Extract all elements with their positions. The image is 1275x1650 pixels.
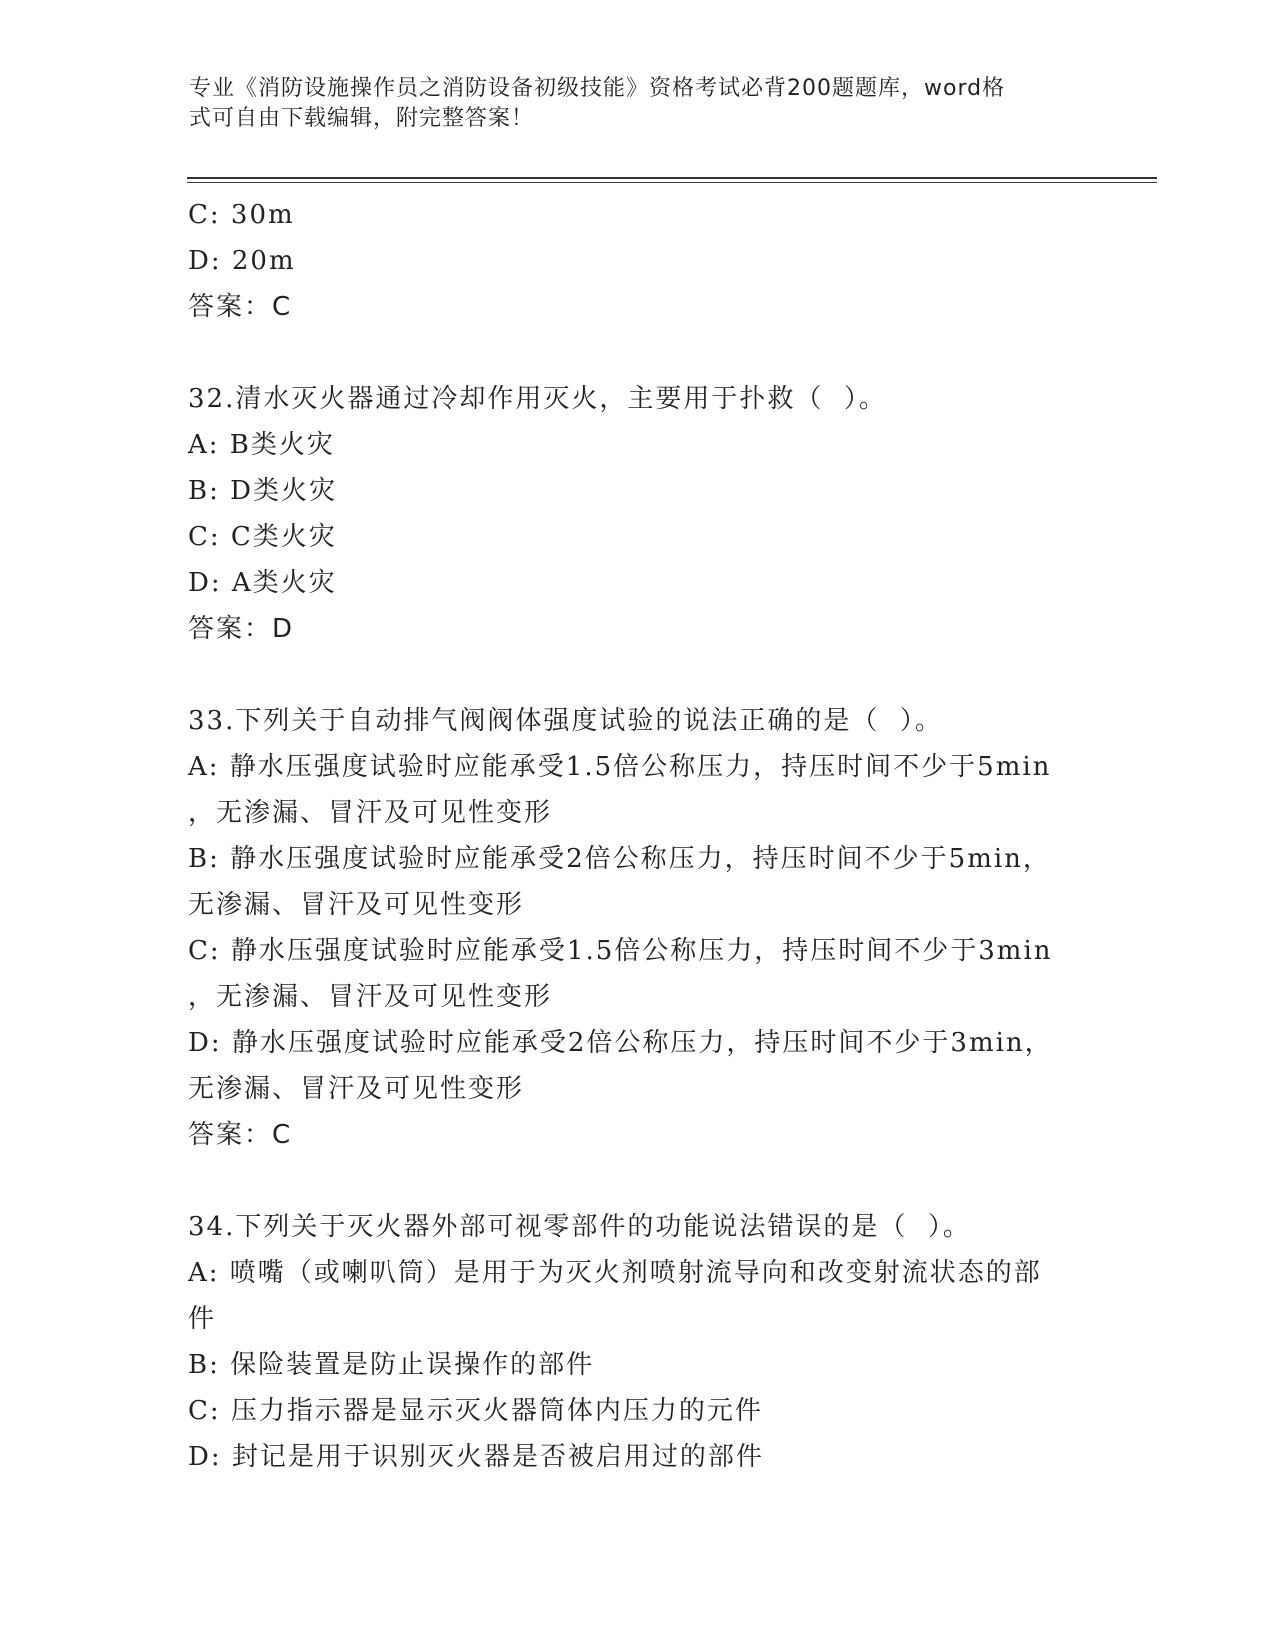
question-stem: 34.下列关于灭火器外部可视零部件的功能说法错误的是（ ）。 [188,1212,971,1242]
option-d: D: 静水压强度试验时应能承受2倍公称压力，持压时间不少于3min， [188,1028,1053,1058]
option-b-continued: 无渗漏、冒汗及可见性变形 [188,890,525,920]
option-a: A: 喷嘴（或喇叭筒）是用于为灭火剂喷射流导向和改变射流状态的部 [188,1258,1042,1288]
option-a-continued: 件 [188,1304,217,1334]
spacer [188,1158,1093,1204]
option-c: C: 30m [188,200,295,230]
document-body [188,192,1093,1480]
previous-question-tail [188,192,1093,330]
option-a: A: B类火灾 [188,430,335,460]
option-b: B: 保险装置是防止误操作的部件 [188,1350,595,1380]
option-d: D: 20m [188,246,296,276]
question-33 [188,698,1093,1158]
option-c: C: 压力指示器是显示灭火器筒体内压力的元件 [188,1396,763,1426]
option-a-continued: ，无渗漏、冒汗及可见性变形 [188,798,553,828]
option-d: D: 封记是用于识别灭火器是否被启用过的部件 [188,1442,764,1472]
question-34 [188,1204,1093,1480]
answer: 答案：C [188,1120,293,1150]
question-32 [188,376,1093,652]
option-c-continued: ，无渗漏、冒汗及可见性变形 [188,982,553,1012]
header-divider-thin [187,182,1157,183]
spacer [188,652,1093,698]
answer: 答案：C [188,292,293,322]
option-b: B: D类火灾 [188,476,337,506]
answer: 答案：D [188,614,295,644]
option-b: B: 静水压强度试验时应能承受2倍公称压力，持压时间不少于5min， [188,844,1051,874]
spacer [188,330,1093,376]
option-a: A: 静水压强度试验时应能承受1.5倍公称压力，持压时间不少于5min [188,752,1052,782]
option-c: C: C类火灾 [188,522,337,552]
question-stem: 33.下列关于自动排气阀阀体强度试验的说法正确的是（ ）。 [188,706,943,736]
header-title-line-1: 专业《消防设施操作员之消防设备初级技能》资格考试必背200题题库，word格 [189,76,1006,101]
header-title-line-2: 式可自由下载编辑，附完整答案！ [189,106,535,131]
page-header [189,74,1089,134]
header-divider-thick [187,177,1157,179]
option-d: D: A类火灾 [188,568,337,598]
question-stem: 32.清水灭火器通过冷却作用灭火，主要用于扑救（ ）。 [188,384,887,414]
option-c: C: 静水压强度试验时应能承受1.5倍公称压力，持压时间不少于3min [188,936,1053,966]
option-d-continued: 无渗漏、冒汗及可见性变形 [188,1074,525,1104]
